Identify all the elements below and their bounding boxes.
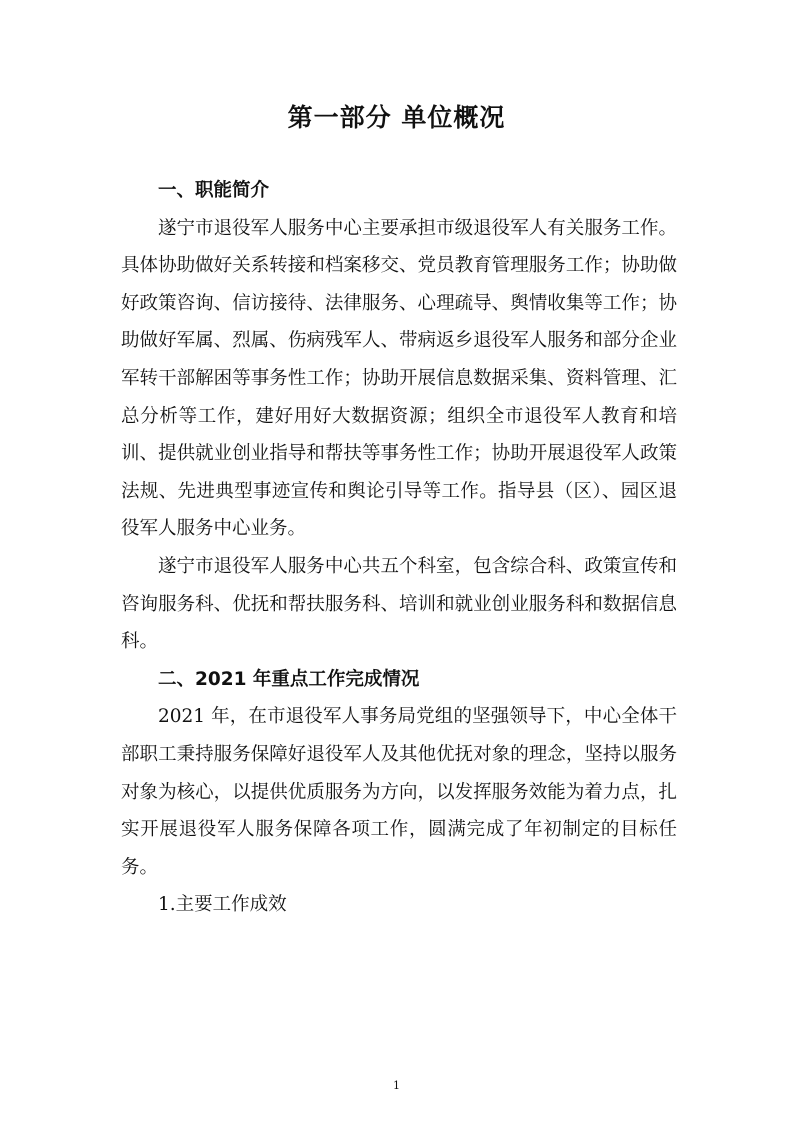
paragraph-key-work-summary: 2021 年，在市退役军人事务局党组的坚强领导下，中心全体干部职工秉持服务保障好退役军人及其他优抚对象的理念，坚持以服务对象为核心，以提供优质服务为方向，以发挥服务效能为着力点，扎实开展退役军人服务保障各项工作，圆满完成了年初制定的目标任务。 xyxy=(121,706,677,878)
section-heading-key-work: 二、2021 年重点工作完成情况 xyxy=(158,668,420,690)
page-number: 1 xyxy=(393,1079,400,1092)
document-body xyxy=(121,172,677,924)
subheading-main-achievements: 1.主要工作成效 xyxy=(158,894,287,916)
page-title: 第一部分 单位概况 xyxy=(287,103,506,132)
paragraph-departments: 遂宁市退役军人服务中心共五个科室，包含综合科、政策宣传和咨询服务科、优抚和帮扶服务科、培训和就业创业服务科和数据信息科。 xyxy=(121,555,677,653)
section-heading-functions: 一、职能简介 xyxy=(158,180,270,201)
paragraph-functions-description: 遂宁市退役军人服务中心主要承担市级退役军人有关服务工作。具体协助做好关系转接和档案移交、党员教育管理服务工作；协助做好政策咨询、信访接待、法律服务、心理疏导、舆情收集等工作；协助做好军属、烈属、伤病残军人、带病返乡退役军人服务和部分企业军转干部解困等事务性工作；协助开展信息数据采集、资料管理、汇总分析等工作，建好用好大数据资源；组织全市退役军人教育和培训、提供就业创业指导和帮扶等事务性工作；协助开展退役军人政策法规、先进典型事迹宣传和舆论引导等工作。指导县（区）、园区退役军人服务中心业务。 xyxy=(121,217,677,540)
